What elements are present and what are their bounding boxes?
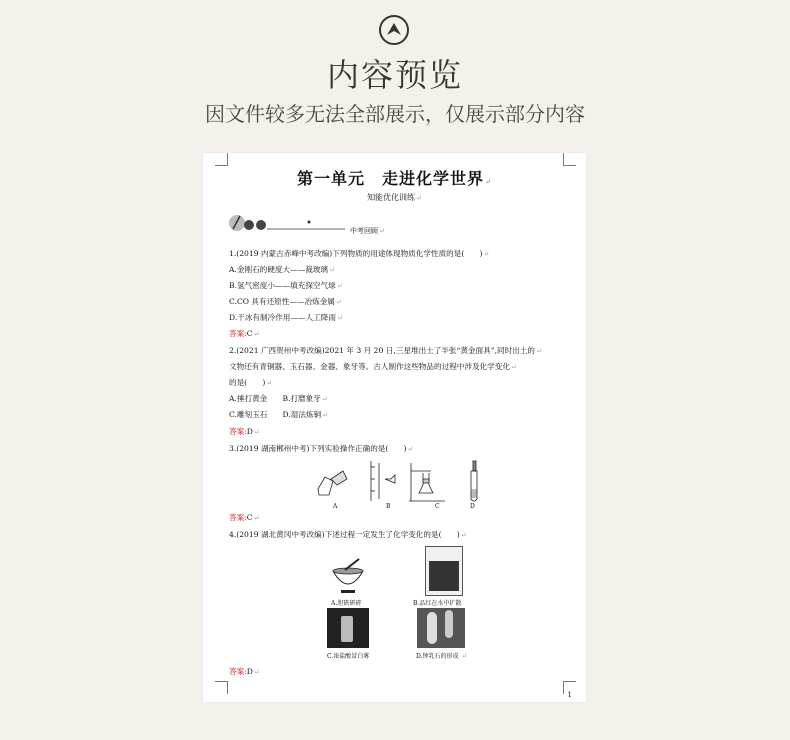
option-text: B.氢气密度小——填充探空气球↵ (229, 281, 343, 290)
question-2: 2.(2021 广西贺州中考改编)2021 年 3 月 20 日,三星堆出土了半张“黄金面具”,同时出土的↵ (229, 346, 542, 355)
mortar-pestle-figure (329, 557, 367, 595)
corner-mark (215, 681, 228, 694)
beaker-photo (425, 546, 463, 596)
lab-apparatus-figure (313, 459, 503, 503)
page-subtitle: 因文件较多无法全部展示，仅展示部分内容 (205, 102, 585, 126)
question-1: 1.(2019 内蒙古赤峰中考改编)下列物质的用途体现物质化学性质的是( )↵ (229, 249, 490, 258)
hydrochloric-acid-photo (327, 608, 369, 648)
question-2-cont: 文物还有青铜器、玉石器、金器、象牙等。古人制作这些物品的过程中涉及化学变化↵ (229, 362, 517, 371)
answer-4: 答案:D↵ (229, 667, 260, 676)
corner-mark (215, 153, 228, 166)
document-preview (203, 153, 586, 702)
answer-1: 答案:C↵ (229, 329, 260, 338)
figure-caption: D.钟乳石的形成 ↵ (416, 652, 468, 660)
page-title: 内容预览 (326, 56, 463, 94)
option-text: C.CO 具有还原性——冶炼金属↵ (229, 297, 342, 306)
document-title: 第一单元 走进化学世界↵ (297, 169, 492, 188)
answer-3: 答案:C↵ (229, 513, 260, 522)
stalactite-shape (427, 612, 437, 644)
corner-mark (563, 153, 576, 166)
beaker-liquid (429, 561, 459, 591)
option-text: C.雕刻玉石 D.湿法炼铜↵ (229, 410, 328, 419)
figure-caption: D (470, 503, 475, 510)
up-arrow-circle-icon (378, 14, 410, 46)
stalactite-shape (445, 610, 453, 638)
stalactite-photo (417, 608, 465, 648)
figure-caption: A.胆矾研碎 (331, 600, 362, 607)
figure-caption: B (386, 503, 391, 510)
answer-2: 答案:D↵ (229, 427, 260, 436)
section-label: 中考回顾↵ (350, 227, 385, 235)
document-subtitle: 知能优化训练↵ (367, 193, 422, 202)
option-text: D.干冰有制冷作用——人工降雨↵ (229, 313, 343, 322)
page-number: 1 (567, 691, 572, 699)
question-3: 3.(2019 湖南郴州中考)下列实验操作正确的是( )↵ (229, 444, 414, 453)
bottle-shape (341, 616, 353, 642)
figure-caption: B.品红在水中扩散 (413, 600, 462, 607)
figure-caption: C.浓盐酸冒白雾 (327, 653, 370, 660)
figure-caption: C (435, 503, 440, 510)
option-text: A.金刚石的硬度大——裁玻璃↵ (229, 265, 335, 274)
option-text: A.捶打黄金 B.打磨象牙↵ (229, 394, 328, 403)
question-4: 4.(2019 湖北黄冈中考改编)下述过程一定发生了化学变化的是( )↵ (229, 530, 467, 539)
figure-caption: A (333, 503, 338, 510)
question-2-cont: 的是( )↵ (229, 378, 273, 387)
